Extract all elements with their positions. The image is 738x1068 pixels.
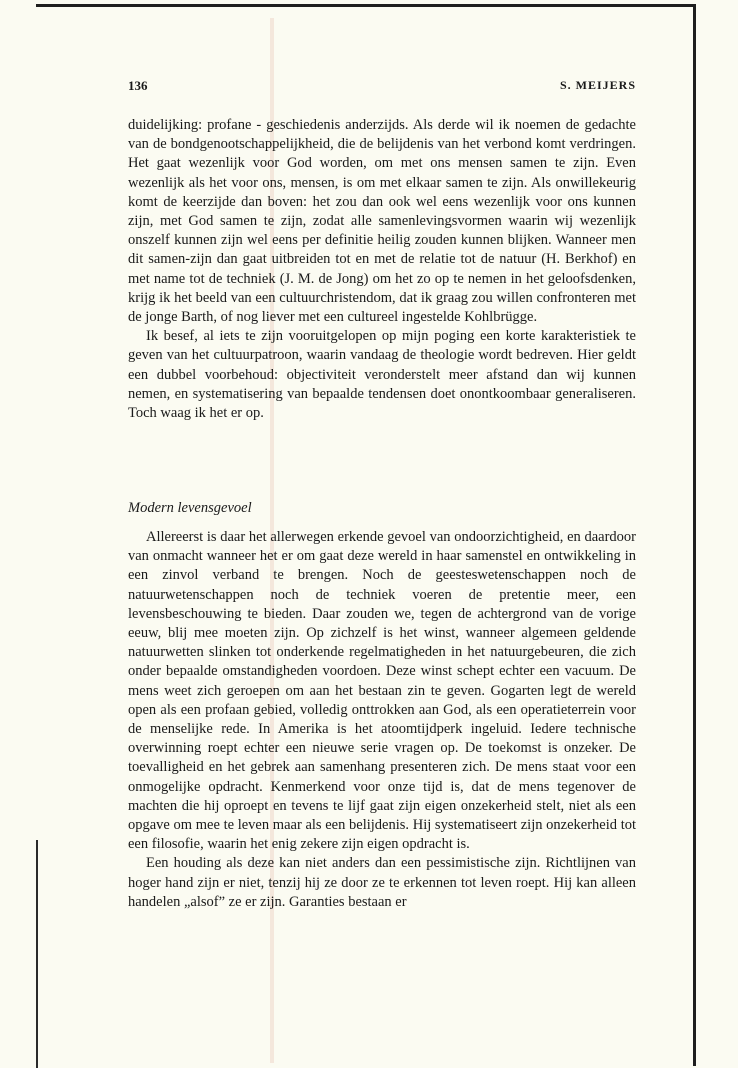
running-head-author: S. MEIJERS — [559, 78, 636, 92]
paragraph: Ik besef, al iets te zijn vooruitgelopen op mijn poging een korte karakteristiek te geven van het cultuurpatroon, waarin vandaag de theologie wordt bedreven. Hier geldt een dubbel voorbehoud: objectiviteit veronderstelt meer afstand dan wij kunnen nemen, en systematisering van bepaalde tendensen doet onontkoombaar generaliseren. Toch waag ik het er op. — [128, 328, 636, 422]
page-frame-top — [36, 4, 696, 7]
paragraph: duidelijking: profane - geschiedenis anderzijds. Als derde wil ik noemen de gedachte van de bondgenootschappelijkheid, die de belijdenis van het verbond komt verdringen. Het gaat wezenlijk voor God worden, om met ons mensen samen te zijn. Even wezenlijk als het voor ons, mensen, is om met elkaar samen te zijn. Als onwillekeurig komt de keerzijde dan boven: het zou dan ook wel eens wezenlijk voor ons kunnen zijn, met God samen te zijn, zodat alle samenlevingsvormen waarin wij wezenlijk onszelf kunnen zijn wel eens per definitie heilig zouden kunnen blijken. Wanneer men dit samen-zijn dan gaat uitbreiden tot en met de relatie tot de natuur (H. Berkhof) en met name tot de techniek (J. M. de Jong) om het zo op te nemen in het geloofsdenken, krijg ik het beeld van een cultuurchristendom, dat ik graag zou willen confronteren met de jonge Barth, of nog liever met een cultureel ingestelde Kohlbrügge. — [128, 117, 636, 326]
section-heading: Modern levensgevoel — [128, 500, 252, 516]
body-text-bottom — [128, 528, 636, 912]
page-frame-left — [36, 840, 38, 1068]
paragraph: Allereerst is daar het allerwegen erkende gevoel van ondoorzichtigheid, en daardoor van onmacht wanneer het er om gaat deze wereld in haar samenstel en ontwikkeling in een zinvol verband te brengen. Noch de geesteswetenschappen noch de natuurwetenschappen noch de techniek voeren de pretentie meer, een levensbeschouwing te bieden. Daar zouden we, tegen de achtergrond van de vorige eeuw, blij mee moeten zijn. Op zichzelf is het winst, wanneer algemeen geldende natuurwetten slinken tot onderkende regelmatigheden in het natuurgebeuren, die zich onder bepaalde omstandigheden voordoen. Deze winst schept echter een vacuum. De mens weet zich geroepen om aan het bestaan zin te geven. Gogarten legt de wereld open als een profaan gebied, volledig onttrokken aan God, als een operatieterrein voor de menselijke rede. In Amerika is het atoomtijdperk ingeluid. Iedere technische overwinning roept echter een nieuwe serie vragen op. De toekomst is onzeker. De toevalligheid en het gebrek aan samenhang presenteren zich. De mens staat voor een onmogelijke opdracht. Kenmerkend voor onze tijd is, dat de mens tegenover de machten die hij oproept en tevens te lijf gaat zijn eigen onzekerheid stelt, niet als een opgave om mee te leven maar als een belijdenis. Hij systematiseert zijn onzekerheid tot een filosofie, waarin het enig zekere zijn eigen opdracht is. — [128, 529, 636, 853]
page-frame-right — [693, 4, 696, 1066]
page-number: 136 — [128, 78, 148, 93]
running-header — [128, 78, 636, 98]
body-text-top — [128, 116, 636, 423]
paragraph: Een houding als deze kan niet anders dan een pessimistische zijn. Richtlijnen van hoger hand zijn er niet, tenzij hij ze door ze te erkennen tot leven roept. Hij kan alleen handelen „alsof” ze er zijn. Garanties bestaan er — [128, 855, 636, 910]
